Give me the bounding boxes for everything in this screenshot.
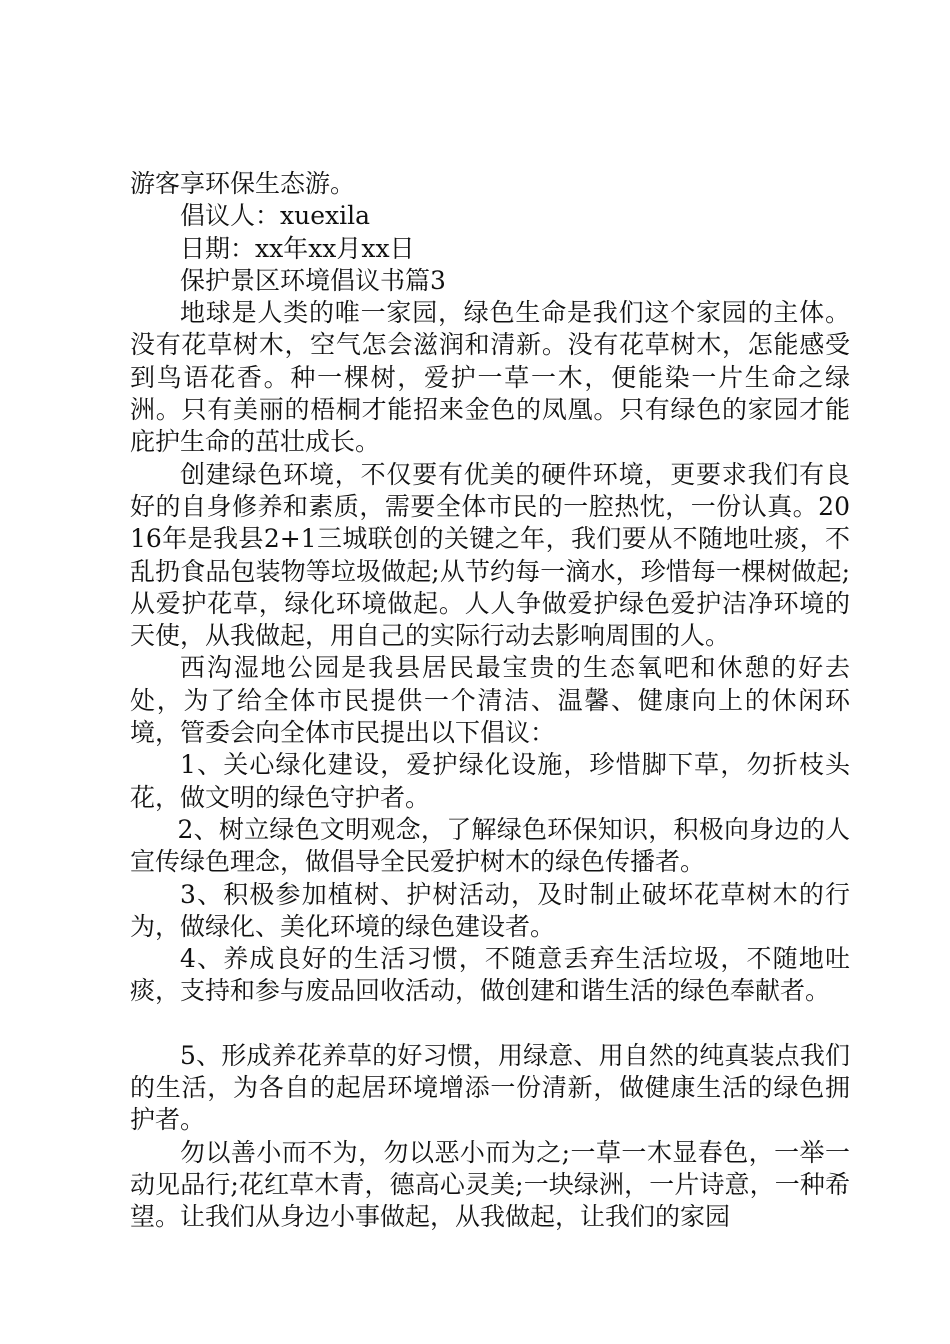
proposal-item-2: 2、树立绿色文明观念，了解绿色环保知识，积极向身边的人宣传绿色理念，做倡导全民爱护树木的绿色传播者。	[130, 814, 850, 877]
document-body	[130, 168, 850, 1234]
proposal-item-5: 5、形成养花养草的好习惯，用绿意、用自然的纯真装点我们的生活，为各自的起居环境增添一份清新，做健康生活的绿色拥护者。	[130, 1040, 850, 1135]
proposal-item-1: 1、关心绿化建设，爱护绿化设施，珍惜脚下草，勿折枝头花，做文明的绿色守护者。	[130, 750, 850, 812]
paragraph-green-environment: 创建绿色环境，不仅要有优美的硬件环境，更要求我们有良好的自身修养和素质，需要全体市民的一腔热忱，一份认真。2016年是我县2+1三城联创的关键之年，我们要从不随地吐痰，不乱扔食品包装物等垃圾做起;从节约每一滴水，珍惜每一棵树做起;从爱护花草，绿化环境做起。人人争做爱护绿色爱护洁净环境的天使，从我做起，用自己的实际行动去影响周围的人。	[130, 459, 850, 651]
initiator-line: 倡议人：xuexila	[180, 201, 370, 231]
paragraph-earth: 地球是人类的唯一家园，绿色生命是我们这个家园的主体。没有花草树木，空气怎会滋润和清新。没有花草树木，怎能感受到鸟语花香。种一棵树，爱护一草一木，便能染一片生命之绿洲。只有美丽的梧桐才能招来金色的凤凰。只有绿色的家园才能庇护生命的茁壮成长。	[130, 298, 850, 457]
paragraph-gap	[130, 1008, 850, 1040]
proposal-item-4: 4、养成良好的生活习惯，不随意丢弃生活垃圾，不随地吐痰，支持和参与废品回收活动，做创建和谐生活的绿色奉献者。	[130, 944, 850, 1006]
section-heading: 保护景区环境倡议书篇3	[180, 265, 446, 295]
proposal-item-3: 3、积极参加植树、护树活动，及时制止破坏花草树木的行为，做绿化、美化环境的绿色建设者。	[130, 879, 850, 941]
paragraph-continuation: 游客享环保生态游。	[130, 169, 356, 198]
date-line: 日期：xx年xx月xx日	[180, 233, 415, 263]
paragraph-wetland-park: 西沟湿地公园是我县居民最宝贵的生态氧吧和休憩的好去处，为了给全体市民提供一个清洁、温馨、健康向上的休闲环境，管委会向全体市民提出以下倡议：	[130, 653, 850, 748]
paragraph-closing: 勿以善小而不为，勿以恶小而为之;一草一木显春色，一举一动见品行;花红草木青，德高心灵美;一块绿洲，一片诗意，一种希望。让我们从身边小事做起，从我做起，让我们的家园	[130, 1137, 850, 1232]
